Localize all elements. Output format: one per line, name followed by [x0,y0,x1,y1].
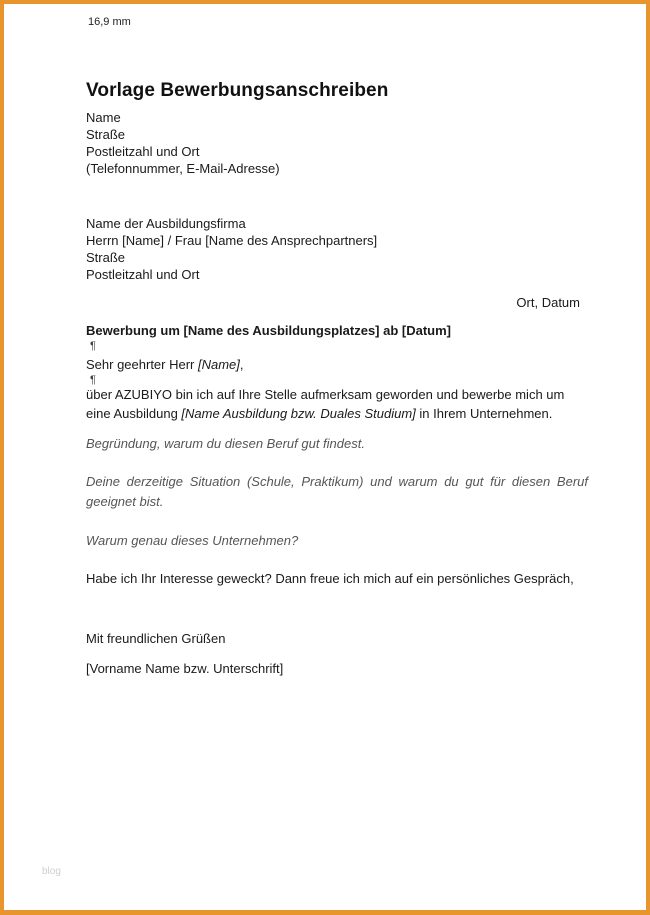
sender-name: Name [86,110,121,125]
pilcrow-mark-1: ¶ [90,340,96,352]
regards: Mit freundlichen Grüßen [86,631,226,646]
intro-line-1: über AZUBIYO bin ich auf Ihre Stelle aufmerksam geworden und bewerbe mich um [86,387,565,402]
intro-line-2-end: in Ihrem Unternehmen. [415,406,553,421]
salutation-text: Sehr geehrter Herr [86,357,198,372]
recipient-street: Straße [86,250,126,265]
intro-line-2-placeholder: [Name Ausbildung bzw. Duales Studium] [181,406,416,421]
intro-line-2 [86,405,552,422]
place-date: Ort, Datum [516,295,580,310]
pilcrow-mark-2: ¶ [90,374,96,386]
watermark: blog [42,866,61,877]
sender-contact: (Telefonnummer, E-Mail-Adresse) [86,161,280,176]
closing-sentence: Habe ich Ihr Interesse geweckt? Dann freue ich mich auf ein persönliches Gespräch, [86,571,574,586]
recipient-city: Postleitzahl und Ort [86,267,200,282]
signature-placeholder: [Vorname Name bzw. Unterschrift] [86,661,284,676]
recipient-person: Herrn [Name] / Frau [Name des Ansprechpartners] [86,233,378,248]
measure-label: 16,9 mm [88,16,131,28]
hint-company: Warum genau dieses Unternehmen? [86,533,299,548]
document-title: Vorlage Bewerbungsanschreiben [86,80,389,101]
hint-situation-line-1: Deine derzeitige Situation (Schule, Praktikum) und warum du gut für diesen Beruf [86,474,588,489]
hint-situation-line-2: geeignet bist. [86,494,164,509]
salutation-comma: , [239,357,244,372]
subject-line: Bewerbung um [Name des Ausbildungsplatzes] ab [Datum] [86,323,452,338]
intro-line-2-start: eine Ausbildung [86,406,182,421]
sender-city: Postleitzahl und Ort [86,144,200,159]
salutation [86,356,244,373]
recipient-company: Name der Ausbildungsfirma [86,216,246,231]
hint-reason: Begründung, warum du diesen Beruf gut findest. [86,436,365,451]
sender-street: Straße [86,127,126,142]
salutation-name: [Name] [198,357,240,372]
